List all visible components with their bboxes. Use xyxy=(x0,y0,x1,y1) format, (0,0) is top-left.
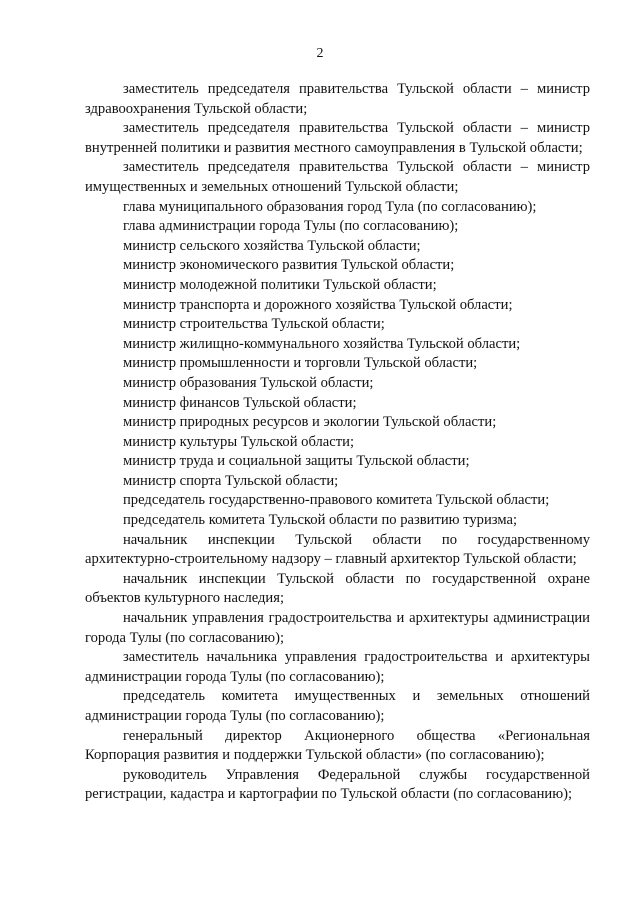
list-item: министр образования Тульской области; xyxy=(123,374,374,391)
list-item: председатель комитета Тульской области по развитию туризма; xyxy=(123,512,518,529)
list-item: руководитель Управления Федеральной службы государственной регистрации, кадастра и картографии по Тульской области (по согласованию); xyxy=(85,766,590,803)
list-item: генеральный директор Акционерного общества «Региональная Корпорация развития и поддержки Тульской области» (по согласованию); xyxy=(85,727,590,764)
list-item: глава муниципального образования город Тула (по согласованию); xyxy=(123,198,537,215)
list-item: министр культуры Тульской области; xyxy=(123,433,354,450)
list-item: министр финансов Тульской области; xyxy=(123,394,357,411)
list-item: министр промышленности и торговли Тульской области; xyxy=(123,355,478,372)
page-number: 2 xyxy=(316,46,324,61)
list-item: министр природных ресурсов и экологии Тульской области; xyxy=(123,414,497,431)
list-item: заместитель председателя правительства Тульской области – министр внутренней политики и развития местного самоуправления в Тульской области; xyxy=(85,120,590,156)
member-list xyxy=(85,80,590,805)
list-item: председатель государственно-правового комитета Тульской области; xyxy=(123,492,550,509)
list-item: начальник инспекции Тульской области по государственному архитектурно-строительному надзору – главный архитектор Тульской области; xyxy=(85,531,590,568)
list-item: министр сельского хозяйства Тульской области; xyxy=(123,237,421,254)
list-item: министр строительства Тульской области; xyxy=(123,316,385,333)
list-item: председатель комитета имущественных и земельных отношений администрации города Тулы (по согласованию); xyxy=(85,688,590,724)
list-item: заместитель председателя правительства Тульской области – министр здравоохранения Тульской области; xyxy=(85,81,590,117)
list-item: министр спорта Тульской области; xyxy=(123,472,339,489)
list-item: министр транспорта и дорожного хозяйства Тульской области; xyxy=(123,296,513,313)
list-item: министр экономического развития Тульской области; xyxy=(123,257,455,274)
list-item: глава администрации города Тулы (по согласованию); xyxy=(123,218,459,235)
list-item: заместитель начальника управления градостроительства и архитектуры администрации города Тулы (по согласованию); xyxy=(85,649,590,685)
list-item: министр молодежной политики Тульской области; xyxy=(123,276,437,293)
list-item: начальник управления градостроительства и архитектуры администрации города Тулы (по согласованию); xyxy=(85,610,590,646)
list-item: начальник инспекции Тульской области по государственной охране объектов культурного наследия; xyxy=(85,570,590,607)
list-item: министр труда и социальной защиты Тульской области; xyxy=(123,453,470,470)
list-item: заместитель председателя правительства Тульской области – министр имущественных и земельных отношений Тульской области; xyxy=(85,159,590,195)
list-item: министр жилищно-коммунального хозяйства Тульской области; xyxy=(123,335,521,352)
